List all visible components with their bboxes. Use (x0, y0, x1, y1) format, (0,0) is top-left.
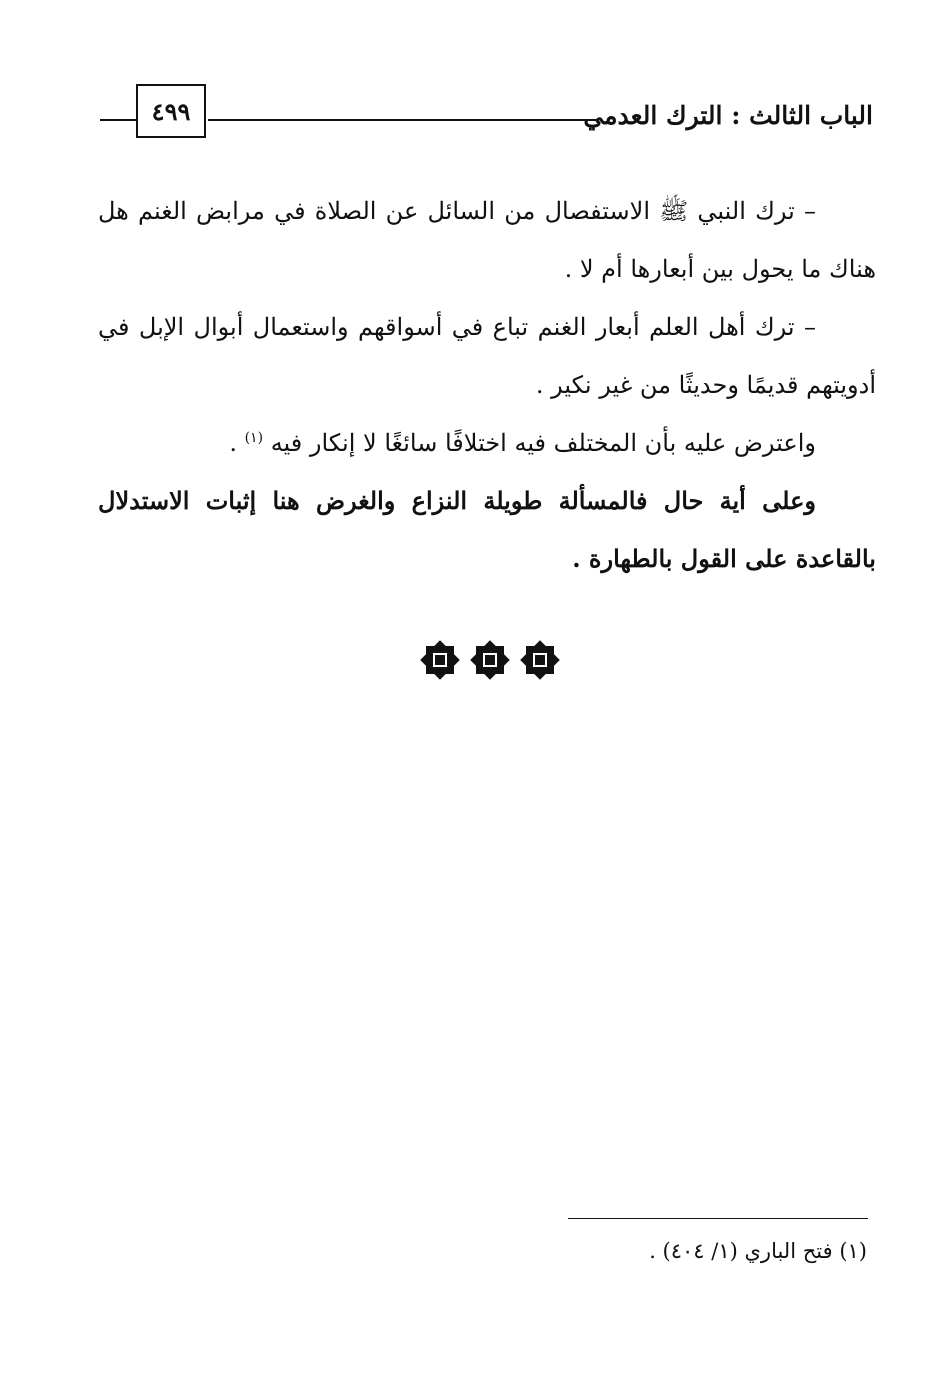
header-rule (208, 119, 598, 121)
running-header-title: الباب الثالث : الترك العدمي (583, 101, 873, 130)
footnote-reference[interactable]: (١) (244, 430, 264, 446)
paragraph-3-text: واعترض عليه بأن المختلف فيه اختلافًا سائغًا لا إنكار فيه (270, 429, 816, 457)
section-divider-ornament (418, 634, 562, 686)
paragraph-1: – ترك النبي ﷺ الاستفصال من السائل عن الصلاة في مرابض الغنم هل هناك ما يحول بين أبعارها أم لا . (98, 197, 876, 283)
header-rule-left (100, 119, 136, 121)
body-text (98, 182, 876, 588)
paragraph-4: وعلى أية حال فالمسألة طويلة النزاع والغرض هنا إثبات الاستدلال بالقاعدة على القول بالطهارة . (98, 486, 876, 573)
star-ornament-icon (418, 636, 462, 684)
paragraph-3 (98, 414, 876, 472)
footnote: (١) فتح الباري (١/ ٤٠٤) . (649, 1239, 867, 1263)
page-number: ٤٩٩ (136, 84, 206, 138)
footnote-separator (568, 1218, 868, 1219)
star-ornament-icon (518, 636, 562, 684)
paragraph-3-end: . (229, 429, 245, 457)
paragraph-2: – ترك أهل العلم أبعار الغنم تباع في أسواقهم واستعمال أبوال الإبل في أدويتهم قديمًا وحديثًا من غير نكير . (98, 313, 876, 399)
star-ornament-icon (468, 636, 512, 684)
